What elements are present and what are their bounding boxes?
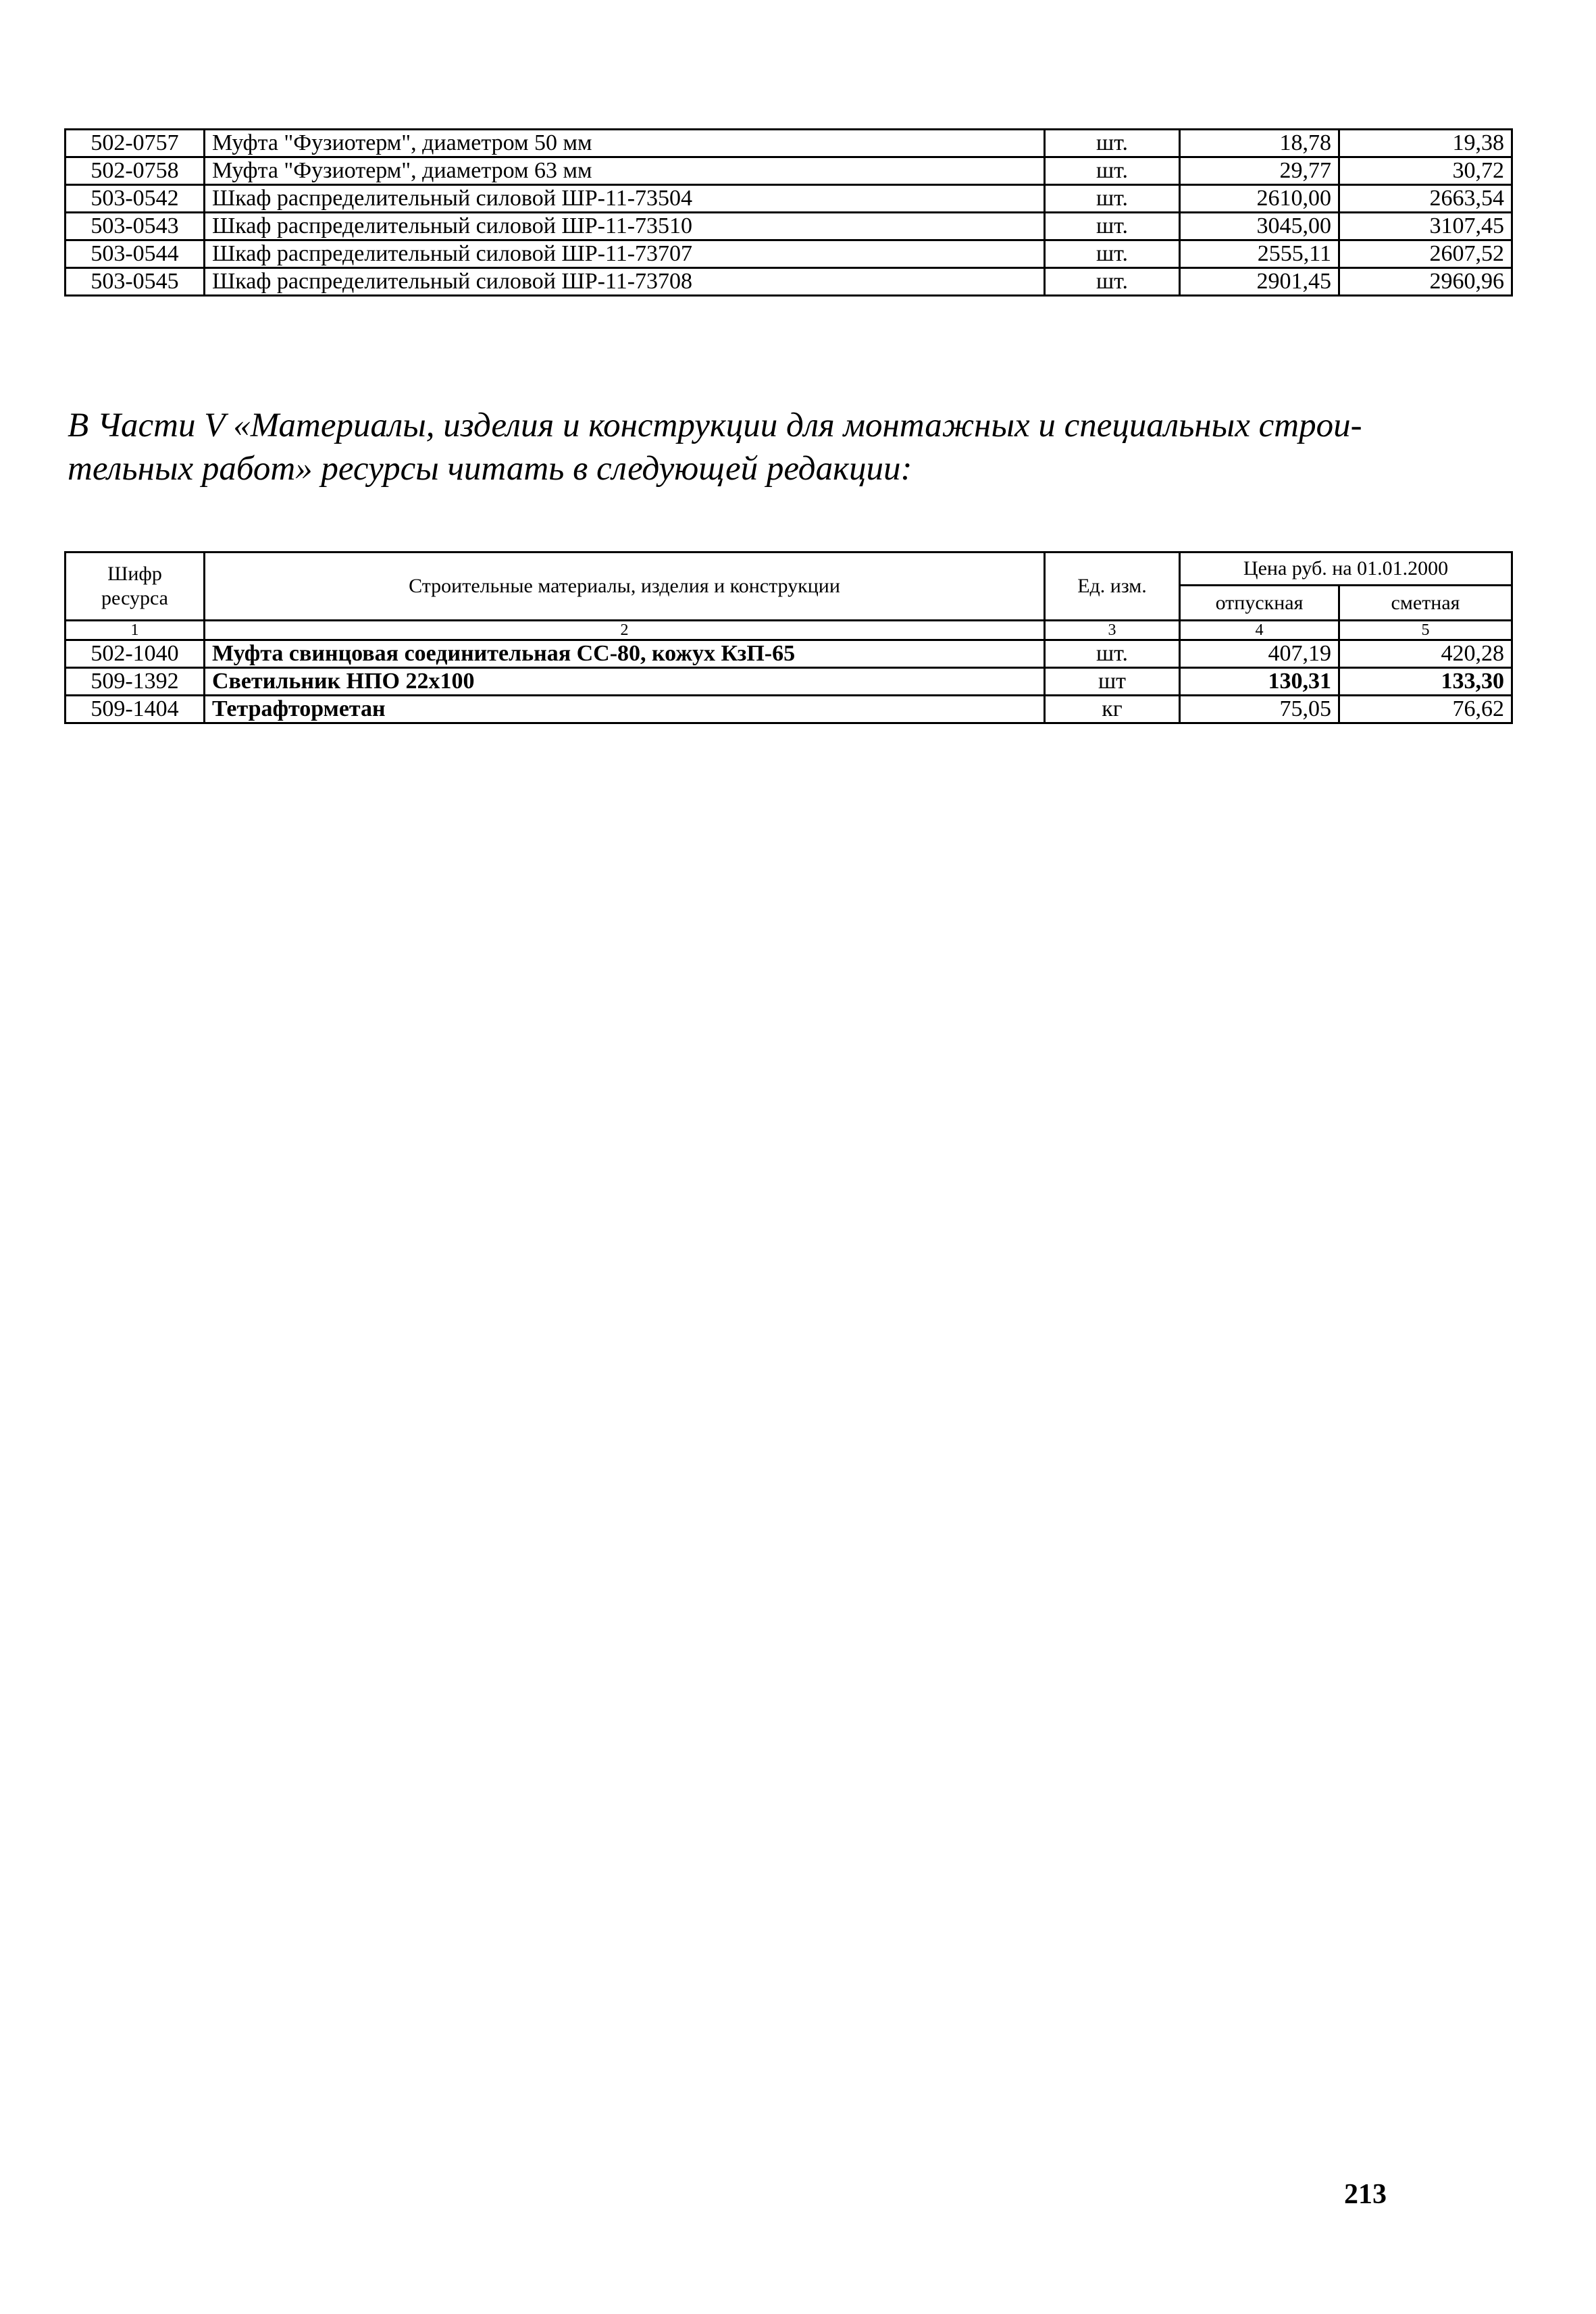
resource-code-cell: 502-0757 — [66, 130, 205, 157]
header-name: Строительные материалы, изделия и конструкции — [205, 552, 1045, 621]
estimate-price-cell: 3107,45 — [1339, 213, 1512, 240]
header-price-estimate: сметная — [1339, 586, 1512, 621]
table-row — [66, 668, 1512, 696]
header-unit: Ед. изм. — [1045, 552, 1180, 621]
resource-table-1-body — [66, 130, 1512, 296]
resource-code-cell: 509-1404 — [66, 696, 205, 723]
release-price-cell: 2901,45 — [1180, 268, 1339, 296]
release-price-cell: 29,77 — [1180, 157, 1339, 185]
resource-code-cell: 502-1040 — [66, 640, 205, 668]
resource-code-cell: 502-0758 — [66, 157, 205, 185]
table-row — [66, 268, 1512, 296]
header-price-group: Цена руб. на 01.01.2000 — [1180, 552, 1512, 586]
unit-cell: шт — [1045, 668, 1180, 696]
table-row — [66, 130, 1512, 157]
column-number-row — [66, 621, 1512, 640]
resource-name-cell: Муфта свинцовая соединительная СС-80, кожух КзП-65 — [205, 640, 1045, 668]
unit-cell: шт. — [1045, 240, 1180, 268]
resource-code-cell: 503-0543 — [66, 213, 205, 240]
unit-cell: шт. — [1045, 213, 1180, 240]
column-number: 5 — [1339, 621, 1512, 640]
table-header-row — [66, 552, 1512, 586]
unit-cell: шт. — [1045, 640, 1180, 668]
release-price-cell: 2555,11 — [1180, 240, 1339, 268]
release-price-cell: 2610,00 — [1180, 185, 1339, 213]
resource-name-cell: Шкаф распределительный силовой ШР-11-73504 — [205, 185, 1045, 213]
estimate-price-cell: 420,28 — [1339, 640, 1512, 668]
estimate-price-cell: 133,30 — [1339, 668, 1512, 696]
page-number: 213 — [1344, 2179, 1387, 2210]
resource-table-1 — [64, 128, 1513, 297]
table-row — [66, 185, 1512, 213]
release-price-cell: 130,31 — [1180, 668, 1339, 696]
estimate-price-cell: 19,38 — [1339, 130, 1512, 157]
release-price-cell: 407,19 — [1180, 640, 1339, 668]
estimate-price-cell: 2663,54 — [1339, 185, 1512, 213]
resource-name-cell: Шкаф распределительный силовой ШР-11-73707 — [205, 240, 1045, 268]
resource-code-cell: 509-1392 — [66, 668, 205, 696]
header-price-release: отпускная — [1180, 586, 1339, 621]
section-heading — [68, 404, 1513, 490]
resource-name-cell: Тетрафторметан — [205, 696, 1045, 723]
resource-name-cell: Муфта "Фузиотерм", диаметром 50 мм — [205, 130, 1045, 157]
unit-cell: шт. — [1045, 185, 1180, 213]
resource-code-cell: 503-0542 — [66, 185, 205, 213]
release-price-cell: 3045,00 — [1180, 213, 1339, 240]
estimate-price-cell: 30,72 — [1339, 157, 1512, 185]
column-number: 4 — [1180, 621, 1339, 640]
resource-code-cell: 503-0544 — [66, 240, 205, 268]
estimate-price-cell: 2607,52 — [1339, 240, 1512, 268]
unit-cell: шт. — [1045, 130, 1180, 157]
resource-name-cell: Муфта "Фузиотерм", диаметром 63 мм — [205, 157, 1045, 185]
table-row — [66, 240, 1512, 268]
resource-code-cell: 503-0545 — [66, 268, 205, 296]
table-row — [66, 696, 1512, 723]
unit-cell: шт. — [1045, 268, 1180, 296]
column-number: 3 — [1045, 621, 1180, 640]
resource-name-cell: Шкаф распределительный силовой ШР-11-73510 — [205, 213, 1045, 240]
table-row — [66, 157, 1512, 185]
section-heading-line-2: тельных работ» ресурсы читать в следующей редакции: — [68, 450, 912, 488]
column-number: 2 — [205, 621, 1045, 640]
section-heading-line-1: В Части V «Материалы, изделия и конструкции для монтажных и специальных строи- — [68, 407, 1362, 444]
table-row — [66, 640, 1512, 668]
resource-name-cell: Светильник НПО 22х100 — [205, 668, 1045, 696]
estimate-price-cell: 2960,96 — [1339, 268, 1512, 296]
resource-table-2 — [64, 551, 1513, 724]
estimate-price-cell: 76,62 — [1339, 696, 1512, 723]
release-price-cell: 18,78 — [1180, 130, 1339, 157]
resource-name-cell: Шкаф распределительный силовой ШР-11-73708 — [205, 268, 1045, 296]
column-number: 1 — [66, 621, 205, 640]
table-row — [66, 213, 1512, 240]
unit-cell: шт. — [1045, 157, 1180, 185]
release-price-cell: 75,05 — [1180, 696, 1339, 723]
header-code: Шифр ресурса — [66, 552, 205, 621]
unit-cell: кг — [1045, 696, 1180, 723]
resource-table-2-body — [66, 640, 1512, 723]
